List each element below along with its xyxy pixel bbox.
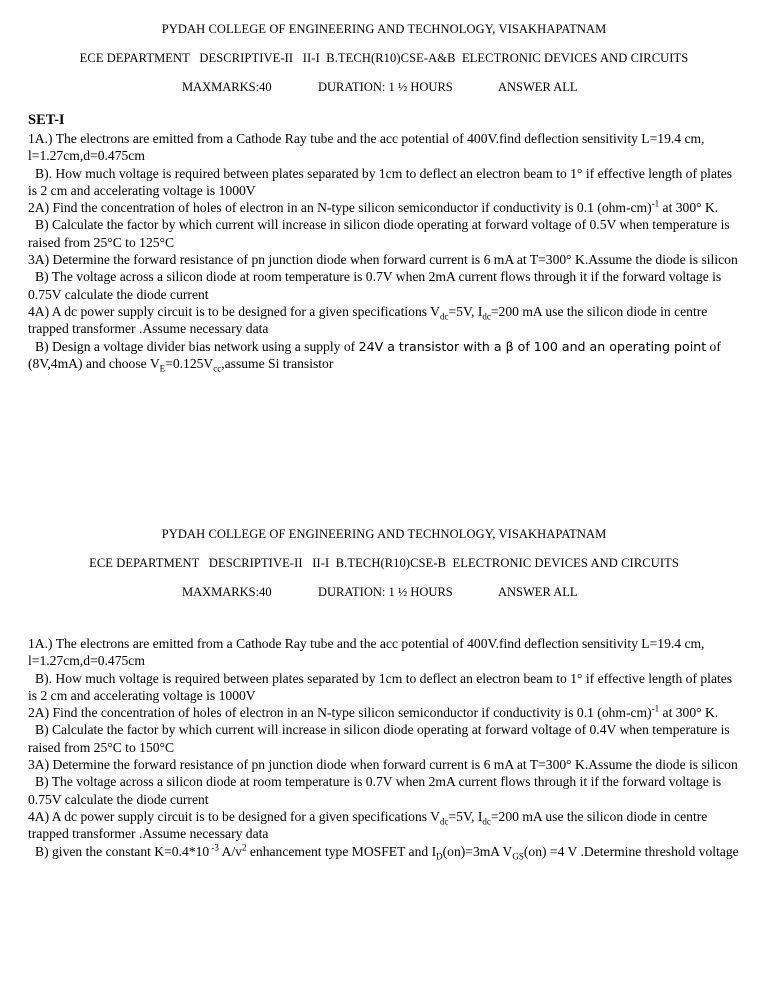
question-1b: B). How much voltage is required between plates separated by 1cm to deflect an electron beam to 1° if effective length of plates is 2 cm and accelerating voltage is 1000V (28, 670, 733, 703)
question-1a: 1A.) The electrons are emitted from a Cathode Ray tube and the acc potential of 400V.find deflection sensitivity L=19.4 cm, l=1.27cm,d=0.475cm (28, 131, 705, 164)
question-2a: 2A) Find the concentration of holes of electron in an N-type silicon semiconductor if conductivity is 0.1 $(ohm-cm)^{-1}$ at 300° K. (28, 198, 719, 216)
question-list-set1 (28, 130, 740, 372)
question-4a: 4A) A dc power supply circuit is to be designed for a given specifications $V_{dc}=5V$, $I_{dc}=200$ mA use the silicon diode in centre trapped transformer .Assume necessary data (28, 303, 708, 337)
question-3b: B) The voltage across a silicon diode at room temperature is 0.7V when 2mA current flows through it if the forward voltage is 0.75V calculate the diode current (28, 774, 722, 807)
duration-label: DURATION: 1 ½ HOURS (318, 80, 453, 94)
course-heading: ECE DEPARTMENT DESCRIPTIVE-II II-I B.TECH(R10)CSE-A&B ELECTRONIC DEVICES AND CIRCUITS (79, 51, 689, 65)
set-title: SET-I (28, 112, 65, 128)
duration-label: DURATION: 1 ½ HOURS (318, 585, 453, 599)
question-3a: 3A) Determine the forward resistance of pn junction diode when forward current is 6 mA at T=300° K.Assume the diode is silicon (28, 757, 738, 773)
question-3b: B) The voltage across a silicon diode at room temperature is 0.7V when 2mA current flows through it if the forward voltage is 0.75V calculate the diode current (28, 269, 722, 302)
answer-all-label: ANSWER ALL (498, 585, 578, 599)
question-2a: 2A) Find the concentration of holes of electron in an N-type silicon semiconductor if conductivity is 0.1 $(ohm-cm)^{-1}$ at 300° K. (28, 703, 719, 721)
question-2b: B) Calculate the factor by which current will increase in silicon diode operating at forward voltage of 0.5V when temperature is raised from 25°C to 125°C (28, 217, 730, 250)
question-4a: 4A) A dc power supply circuit is to be designed for a given specifications $V_{dc}=5V$, $I_{dc}=200$ mA use the silicon diode in centre trapped transformer .Assume necessary data (28, 808, 708, 842)
question-1b: B). How much voltage is required between plates separated by 1cm to deflect an electron beam to 1° if effective length of plates is 2 cm and accelerating voltage is 1000V (28, 165, 733, 198)
answer-all-label: ANSWER ALL (498, 80, 578, 94)
max-marks-label: MAXMARKS:40 (182, 585, 272, 599)
question-1a: 1A.) The electrons are emitted from a Cathode Ray tube and the acc potential of 400V.find deflection sensitivity L=19.4 cm, l=1.27cm,d=0.475cm (28, 636, 705, 669)
college-name-heading: PYDAH COLLEGE OF ENGINEERING AND TECHNOLOGY, VISAKHAPATNAM (161, 22, 607, 36)
question-list-set2 (28, 635, 740, 860)
max-marks-label: MAXMARKS:40 (182, 80, 272, 94)
course-heading-2: ECE DEPARTMENT DESCRIPTIVE-II II-I B.TECH(R10)CSE-B ELECTRONIC DEVICES AND CIRCUITS (89, 556, 679, 570)
question-4b: B) Design a voltage divider bias network using a supply of 24V a transistor with a β of 100 and an operating point of (8V,4mA) and choose $V_E=0.125V_{cc},assume$ Si transistor (28, 338, 721, 374)
college-name-heading-2: PYDAH COLLEGE OF ENGINEERING AND TECHNOLOGY, VISAKHAPATNAM (161, 527, 607, 541)
question-2b: B) Calculate the factor by which current will increase in silicon diode operating at forward voltage of 0.4V when temperature is raised from 25°C to 150°C (28, 722, 730, 755)
question-4b: B) given the constant K=0.4*10 $^{-3}$ $A/v^2$ enhancement type MOSFET and $I_D(on)=3mA$ $V_{GS}(on) =4$ V .Determine threshold voltage (35, 842, 739, 862)
question-3a: 3A) Determine the forward resistance of pn junction diode when forward current is 6 mA at T=300° K.Assume the diode is silicon (28, 252, 738, 268)
